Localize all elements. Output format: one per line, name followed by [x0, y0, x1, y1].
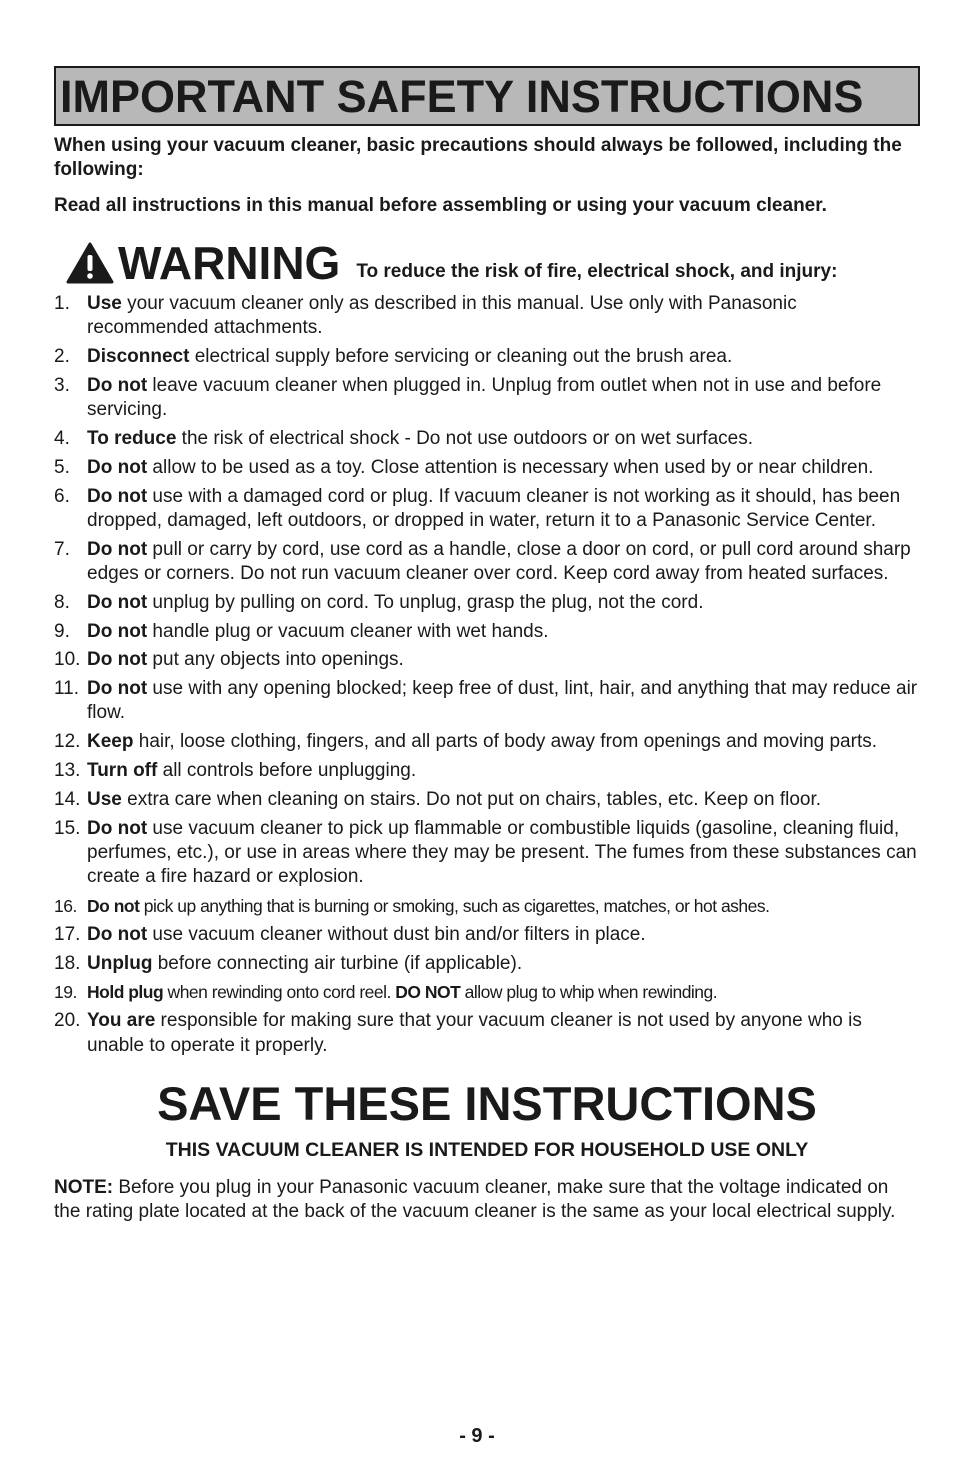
household-use-notice: THIS VACUUM CLEANER IS INTENDED FOR HOUSEHOLD USE ONLY — [165, 1138, 809, 1161]
instruction-number: 7. — [54, 538, 70, 560]
instruction-text: hair, loose clothing, fingers, and all parts of body away from openings and moving parts. — [133, 731, 878, 753]
instruction-keyword: Do not — [87, 817, 148, 839]
instruction-text: allow to be used as a toy. Close attention is necessary when used by or near children. — [147, 456, 874, 478]
instruction-keyword: Do not — [87, 678, 148, 700]
instruction-item — [54, 817, 920, 890]
warning-label: WARNING — [118, 237, 341, 289]
instruction-item — [54, 292, 920, 341]
instruction-number: 12. — [54, 731, 81, 753]
instruction-text: pick up anything that is burning or smoking, such as cigarettes, matches, or hot ashes. — [139, 896, 770, 917]
instruction-item — [54, 456, 920, 480]
instruction-number: 1. — [54, 293, 70, 314]
instruction-item — [54, 980, 920, 1004]
instruction-number: 4. — [54, 427, 70, 449]
instruction-keyword: Do not — [87, 923, 148, 945]
instruction-keyword-2: DO NOT — [395, 982, 461, 1003]
title-banner — [54, 66, 920, 126]
instruction-keyword: Unplug — [87, 952, 153, 974]
instruction-text: all controls before unplugging. — [157, 760, 417, 782]
instruction-number: 11. — [54, 678, 80, 700]
instruction-keyword: Do not — [87, 485, 148, 507]
instruction-item — [54, 788, 920, 812]
instruction-keyword: Do not — [87, 620, 148, 642]
manual-page — [54, 66, 920, 1224]
warning-triangle-icon — [66, 242, 114, 284]
instruction-keyword: Disconnect — [87, 346, 190, 368]
instruction-item — [54, 677, 920, 726]
warning-subtitle: To reduce the risk of fire, electrical shock, and injury: — [356, 261, 838, 282]
instruction-item — [54, 374, 920, 423]
instruction-text: before connecting air turbine (if applicable). — [152, 952, 523, 974]
intro-precautions: When using your vacuum cleaner, basic precautions should always be followed, including the following: — [54, 135, 902, 180]
instruction-text: handle plug or vacuum cleaner with wet hands. — [147, 620, 549, 642]
instruction-number: 10. — [54, 649, 81, 671]
instruction-number: 9. — [54, 620, 70, 642]
note-text: Before you plug in your Panasonic vacuum cleaner, make sure that the voltage indicated on the rating plate located at the back of the vacuum cleaner is the same as your local electrical supply. — [54, 1176, 896, 1223]
instruction-number: 16. — [54, 896, 77, 917]
instruction-item — [54, 620, 920, 644]
instruction-keyword: Do not — [87, 591, 148, 613]
instruction-text: leave vacuum cleaner when plugged in. Unplug from outlet when not in use and before servicing. — [87, 374, 882, 421]
instruction-item — [54, 591, 920, 615]
instruction-item — [54, 485, 920, 534]
page-number: - 9 - — [459, 1425, 495, 1447]
instruction-number: 2. — [54, 346, 70, 368]
instruction-text: put any objects into openings. — [147, 649, 404, 671]
instruction-text: use with any opening blocked; keep free of dust, lint, hair, and anything that may reduce air flow. — [87, 678, 918, 724]
instruction-text: responsible for making sure that your vacuum cleaner is not used by anyone who is unable to operate it properly. — [87, 1010, 862, 1056]
instruction-text-2: allow plug to whip when rewinding. — [460, 982, 718, 1003]
instruction-number: 17. — [54, 923, 81, 945]
instruction-keyword: Do not — [87, 374, 148, 396]
instruction-number: 18. — [54, 952, 81, 974]
page-title: IMPORTANT SAFETY INSTRUCTIONS — [60, 70, 864, 122]
instruction-number: 3. — [54, 374, 70, 396]
instruction-item — [54, 1009, 920, 1058]
instruction-text: your vacuum cleaner only as described in this manual. Use only with Panasonic recommended attachments. — [87, 293, 797, 339]
instruction-keyword: Keep — [87, 731, 134, 753]
instruction-text: extra care when cleaning on stairs. Do not put on chairs, tables, etc. Keep on floor. — [121, 788, 822, 810]
instruction-text: use vacuum cleaner to pick up flammable or combustible liquids (gasoline, cleaning fluid, perfumes, etc.), or use in areas where they may be present. The fumes from these substances can create a fire hazard or explosion. — [87, 817, 917, 888]
intro-read-instructions: Read all instructions in this manual before assembling or using your vacuum cleaner. — [54, 195, 827, 216]
instruction-item — [54, 952, 920, 976]
instruction-item — [54, 923, 920, 947]
instruction-item — [54, 538, 920, 587]
instruction-keyword: Do not — [87, 538, 148, 560]
instruction-text: unplug by pulling on cord. To unplug, grasp the plug, not the cord. — [147, 591, 704, 613]
instruction-keyword: Do not — [87, 649, 148, 671]
instruction-number: 15. — [54, 817, 81, 839]
instruction-text: electrical supply before servicing or cleaning out the brush area. — [189, 346, 733, 368]
instruction-text: pull or carry by cord, use cord as a handle, close a door on cord, or pull cord around sharp edges or corners. Do not run vacuum cleaner over cord. Keep cord away from heated surfaces. — [87, 538, 911, 584]
instruction-number: 13. — [54, 760, 81, 782]
warning-header — [66, 236, 920, 289]
instruction-keyword: Use — [87, 293, 122, 314]
instruction-text: use vacuum cleaner without dust bin and/or filters in place. — [147, 923, 646, 945]
instruction-number: 19. — [54, 982, 77, 1003]
instruction-text: the risk of electrical shock - Do not use outdoors or on wet surfaces. — [176, 427, 753, 449]
instruction-keyword: Do not — [87, 456, 148, 478]
voltage-note — [54, 1176, 920, 1225]
instruction-number: 5. — [54, 456, 70, 478]
note-label: NOTE: — [54, 1176, 114, 1198]
instruction-list — [54, 292, 920, 1058]
instruction-item — [54, 730, 920, 754]
instruction-keyword: Use — [87, 788, 122, 810]
instruction-item — [54, 648, 920, 672]
instruction-item — [54, 759, 920, 783]
instruction-keyword: To reduce — [87, 427, 177, 449]
instruction-keyword: Do not — [87, 896, 140, 917]
instruction-item — [54, 894, 920, 918]
instruction-number: 8. — [54, 591, 70, 613]
instruction-number: 6. — [54, 485, 70, 507]
instruction-keyword: Turn off — [87, 760, 158, 782]
instruction-keyword: Hold plug — [87, 982, 164, 1003]
instruction-text: when rewinding onto cord reel. — [163, 982, 396, 1003]
instruction-text: use with a damaged cord or plug. If vacuum cleaner is not working as it should, has been dropped, damaged, left outdoors, or dropped in water, return it to a Panasonic Service Center. — [87, 485, 901, 531]
save-instructions-heading: SAVE THESE INSTRUCTIONS — [157, 1076, 817, 1130]
instruction-keyword: You are — [87, 1010, 156, 1032]
instruction-item — [54, 345, 920, 369]
instruction-item — [54, 427, 920, 451]
instruction-number: 14. — [54, 788, 81, 810]
instruction-number: 20. — [54, 1010, 81, 1032]
